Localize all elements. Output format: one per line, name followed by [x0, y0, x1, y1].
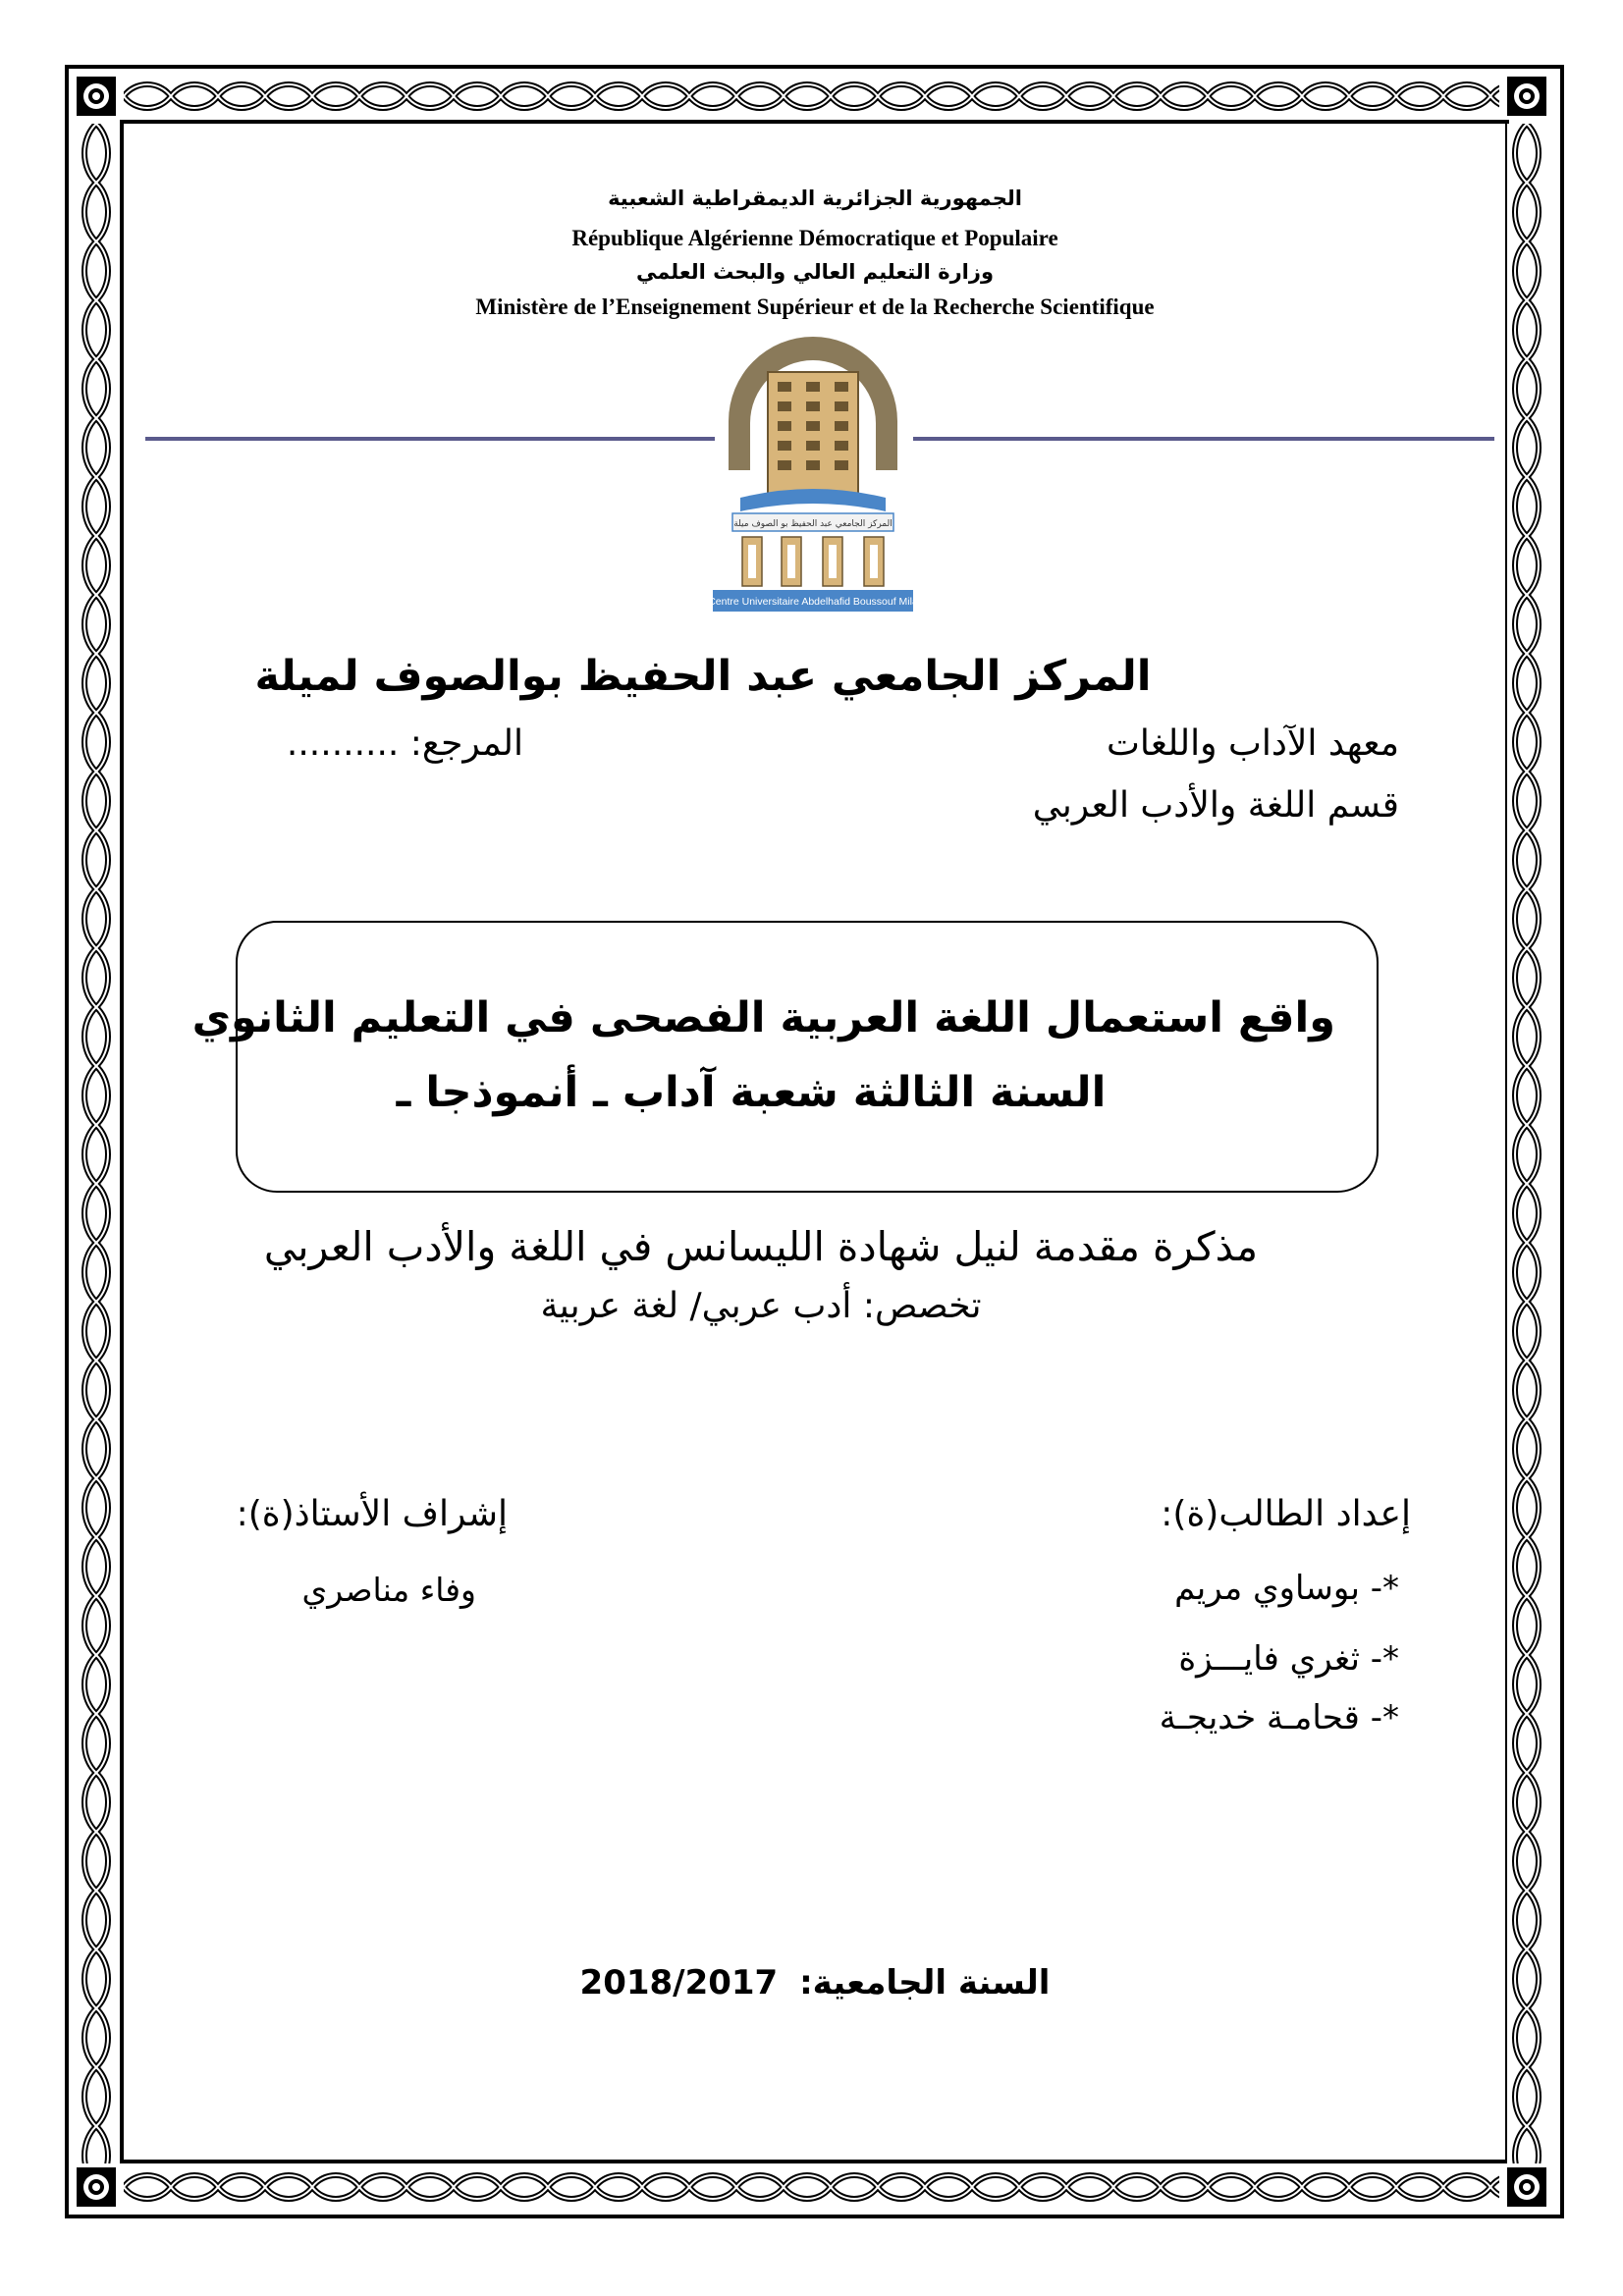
- specialty: تخصص: أدب عربي/ لغة عربية: [540, 1286, 982, 1326]
- ministry-french: Ministère de l’Enseignement Supérieur et de la Recherche Scientifique: [475, 294, 1155, 319]
- thesis-title-line1: واقع استعمال اللغة العربية الفصحى في التعليم الثانوي: [191, 993, 1335, 1042]
- department-name: قسم اللغة والأدب العربي: [1032, 785, 1399, 826]
- supervisor-name: وفاء مناصري: [301, 1571, 476, 1609]
- border-ornament-top: [124, 77, 1499, 116]
- border-ornament-right: [1507, 124, 1546, 2163]
- student-name-3: *- قحامـة خديجـة: [1159, 1698, 1399, 1737]
- students-heading: إعداد الطالب(ة):: [1161, 1494, 1411, 1534]
- student-name-1: *- بوساوي مريم: [1174, 1569, 1399, 1608]
- ministry-arabic: وزارة التعليم العالي والبحث العلمي: [635, 260, 995, 284]
- academic-year: [442, 1963, 1188, 2002]
- thesis-title-box: [191, 921, 1379, 1193]
- memo-purpose: مذكرة مقدمة لنيل شهادة الليسانس في اللغة والأدب العربي: [263, 1223, 1259, 1270]
- logo-arabic-caption: المركز الجامعي عبد الحفيظ بو الصوف ميلة: [733, 519, 893, 529]
- header-rule-left: [145, 437, 715, 441]
- border-ornament-left: [77, 124, 116, 2163]
- corner-ornament-bottom-left: [75, 2165, 118, 2209]
- republic-arabic: الجمهورية الجزائرية الديمقراطية الشعبية: [608, 187, 1022, 210]
- student-name-2: *- ثغري فايـــزة: [1178, 1639, 1399, 1679]
- academic-year-value: 2018/2017: [579, 1963, 779, 2002]
- corner-ornament-bottom-right: [1505, 2165, 1548, 2209]
- academic-year-label: السنة الجامعية:: [799, 1963, 1051, 2002]
- center-name: المركز الجامعي عبد الحفيظ بوالصوف لميلة: [254, 652, 1152, 701]
- university-logo: [711, 333, 915, 615]
- border-ornament-bottom: [124, 2167, 1499, 2207]
- logo-french-caption: Centre Universitaire Abdelhafid Boussouf Mila: [711, 596, 915, 608]
- republic-french: République Algérienne Démocratique et Populaire: [571, 226, 1058, 250]
- thesis-title-line2: السنة الثالثة شعبة آداب ـ أنموذجا ـ: [396, 1068, 1107, 1117]
- institute-name: معهد الآداب واللغات: [1107, 723, 1399, 764]
- supervisor-heading: إشراف الأستاذ(ة):: [236, 1494, 508, 1534]
- reference-number: المرجع: ..........: [286, 723, 523, 764]
- corner-ornament-top-right: [1505, 75, 1548, 118]
- corner-ornament-top-left: [75, 75, 118, 118]
- header-rule-right: [913, 437, 1494, 441]
